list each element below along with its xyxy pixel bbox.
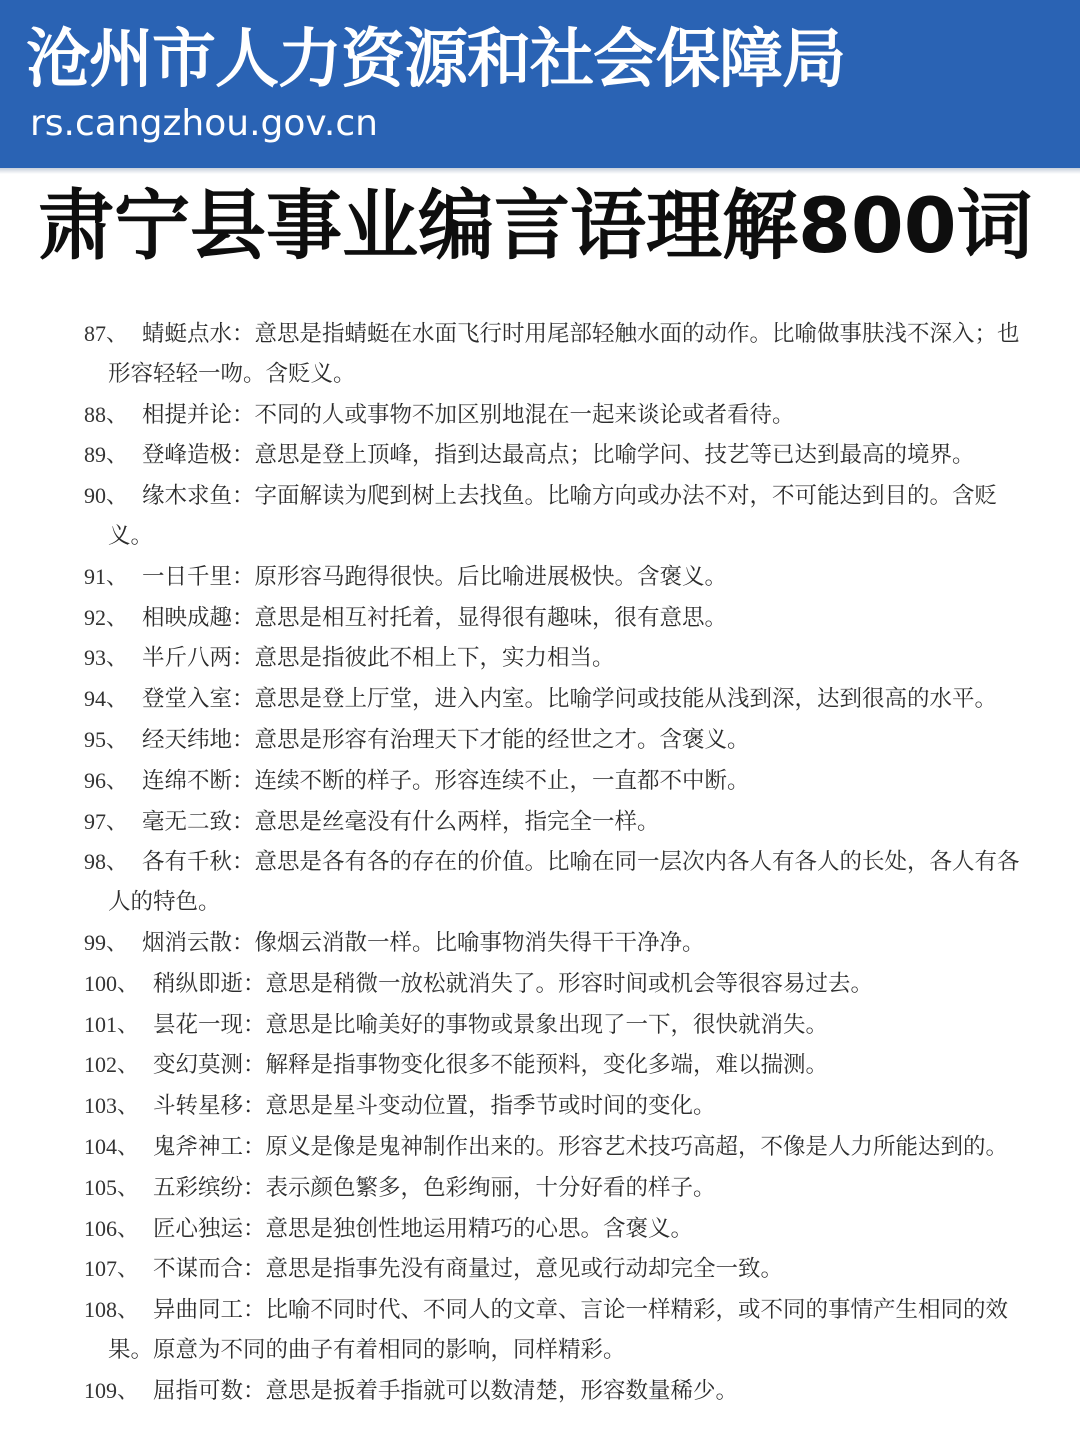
entry-term: 一日千里： bbox=[142, 563, 255, 590]
entry-definition: 像烟云消散一样。比喻事物消失得干干净净。 bbox=[254, 929, 705, 956]
entry-definition: 比喻不同时代、不同人的文章、言论一样精彩，或不同的事情产生相同的效果。原意为不同的曲子有着相同的影响，同样精彩。 bbox=[108, 1297, 1009, 1363]
header-banner bbox=[0, 0, 1080, 168]
entry-number: 104、 bbox=[84, 1133, 140, 1159]
entry-number: 96、 bbox=[84, 767, 129, 793]
entry-term: 烟消云散： bbox=[142, 929, 255, 956]
list-item bbox=[84, 638, 1024, 679]
list-item bbox=[84, 314, 1024, 395]
entry-definition: 原形容马跑得很快。后比喻进展极快。含褒义。 bbox=[254, 563, 728, 590]
list-item bbox=[84, 1127, 1024, 1168]
entry-number: 101、 bbox=[84, 1011, 140, 1037]
entry-number: 88、 bbox=[84, 401, 129, 427]
entry-definition: 意思是登上顶峰，指到达最高点；比喻学问、技艺等已达到最高的境界。 bbox=[254, 442, 975, 469]
entry-number: 97、 bbox=[84, 808, 129, 834]
entry-term: 异曲同工： bbox=[153, 1297, 266, 1324]
entry-number: 89、 bbox=[84, 442, 129, 468]
entry-term: 缘木求鱼： bbox=[142, 483, 255, 510]
entry-number: 100、 bbox=[84, 970, 140, 996]
entry-number: 103、 bbox=[84, 1093, 140, 1119]
entry-definition: 意思是独创性地运用精巧的心思。含褒义。 bbox=[265, 1215, 694, 1242]
entry-number: 102、 bbox=[84, 1052, 140, 1078]
entry-number: 105、 bbox=[84, 1174, 140, 1200]
entry-term: 相映成趣： bbox=[142, 604, 255, 631]
entry-definition: 意思是指事先没有商量过，意见或行动却完全一致。 bbox=[265, 1256, 784, 1283]
entry-number: 108、 bbox=[84, 1297, 140, 1323]
list-item bbox=[84, 761, 1024, 802]
list-item bbox=[84, 1290, 1024, 1371]
entry-definition: 意思是形容有治理天下才能的经世之才。含褒义。 bbox=[254, 726, 750, 753]
entry-term: 变幻莫测： bbox=[153, 1052, 266, 1079]
list-item bbox=[84, 1086, 1024, 1127]
list-item bbox=[84, 1209, 1024, 1250]
list-item bbox=[84, 395, 1024, 436]
entry-number: 94、 bbox=[84, 686, 129, 712]
entry-term: 毫无二致： bbox=[142, 808, 255, 835]
entry-definition: 字面解读为爬到树上去找鱼。比喻方向或办法不对，不可能达到目的。含贬义。 bbox=[108, 483, 998, 549]
entry-number: 87、 bbox=[84, 321, 129, 346]
entry-term: 各有千秋： bbox=[142, 849, 255, 876]
list-item bbox=[84, 598, 1024, 639]
entry-definition: 意思是相互衬托着，显得很有趣味，很有意思。 bbox=[254, 604, 728, 631]
entry-definition: 意思是登上厅堂，进入内室。比喻学问或技能从浅到深，达到很高的水平。 bbox=[254, 686, 998, 713]
list-item bbox=[84, 1168, 1024, 1209]
entry-number: 106、 bbox=[84, 1215, 140, 1241]
entry-number: 98、 bbox=[84, 849, 129, 875]
entry-term: 鬼斧神工： bbox=[153, 1133, 266, 1160]
entry-term: 稍纵即逝： bbox=[153, 970, 266, 997]
entry-definition: 意思是指蜻蜓在水面飞行时用尾部轻触水面的动作。比喻做事肤浅不深入；也形容轻轻一吻。含贬义。 bbox=[108, 321, 1020, 387]
entry-term: 登堂入室： bbox=[142, 686, 255, 713]
entry-number: 91、 bbox=[84, 563, 129, 589]
entry-definition: 解释是指事物变化很多不能预料，变化多端，难以揣测。 bbox=[265, 1052, 829, 1079]
entry-definition: 意思是各有各的存在的价值。比喻在同一层次内各人有各人的长处，各人有各人的特色。 bbox=[108, 849, 1020, 916]
list-item bbox=[84, 476, 1024, 557]
entry-definition: 意思是扳着手指就可以数清楚，形容数量稀少。 bbox=[265, 1377, 739, 1404]
entry-term: 相提并论： bbox=[142, 401, 255, 428]
list-item bbox=[84, 1371, 1024, 1412]
entry-definition: 意思是稍微一放松就消失了。形容时间或机会等很容易过去。 bbox=[265, 970, 874, 997]
entry-term: 不谋而合： bbox=[153, 1256, 266, 1283]
banner-divider bbox=[0, 168, 1080, 174]
entry-definition: 意思是指彼此不相上下，实力相当。 bbox=[254, 645, 615, 672]
entry-definition: 原义是像是鬼神制作出来的。形容艺术技巧高超，不像是人力所能达到的。 bbox=[265, 1133, 1009, 1160]
entry-term: 昙花一现： bbox=[153, 1011, 266, 1038]
entry-term: 连绵不断： bbox=[142, 767, 255, 794]
entry-definition: 表示颜色繁多，色彩绚丽，十分好看的样子。 bbox=[265, 1174, 716, 1201]
entry-definition: 意思是丝毫没有什么两样，指完全一样。 bbox=[254, 808, 660, 835]
entry-definition: 意思是比喻美好的事物或景象出现了一下，很快就消失。 bbox=[265, 1011, 829, 1038]
list-item bbox=[84, 557, 1024, 598]
list-item bbox=[84, 964, 1024, 1005]
entry-term: 屈指可数： bbox=[153, 1377, 266, 1404]
entry-term: 斗转星移： bbox=[153, 1093, 266, 1120]
entry-definition: 连续不断的样子。形容连续不止，一直都不中断。 bbox=[254, 767, 750, 794]
document-title: 肃宁县事业编言语理解800词 bbox=[38, 181, 1033, 270]
list-item bbox=[84, 435, 1024, 476]
entry-term: 匠心独运： bbox=[153, 1215, 266, 1242]
org-name: 沧州市人力资源和社会保障局 bbox=[26, 23, 845, 97]
entry-definition: 不同的人或事物不加区别地混在一起来谈论或者看待。 bbox=[254, 401, 795, 428]
entry-number: 109、 bbox=[84, 1377, 140, 1403]
entry-term: 蜻蜓点水： bbox=[142, 321, 255, 347]
entry-number: 92、 bbox=[84, 604, 129, 630]
list-item bbox=[84, 923, 1024, 964]
list-item bbox=[84, 842, 1024, 923]
list-item bbox=[84, 802, 1024, 843]
entry-number: 93、 bbox=[84, 645, 129, 671]
list-item bbox=[84, 1005, 1024, 1046]
entry-term: 半斤八两： bbox=[142, 645, 255, 672]
entry-term: 经天纬地： bbox=[142, 726, 255, 753]
entry-term: 登峰造极： bbox=[142, 442, 255, 469]
list-item bbox=[84, 720, 1024, 761]
entry-term: 五彩缤纷： bbox=[153, 1174, 266, 1201]
entry-list bbox=[84, 314, 1024, 1412]
entry-number: 90、 bbox=[84, 483, 129, 509]
entry-number: 95、 bbox=[84, 726, 129, 752]
list-item bbox=[84, 1045, 1024, 1086]
entry-number: 99、 bbox=[84, 929, 129, 955]
website-url: rs.cangzhou.gov.cn bbox=[30, 103, 378, 144]
list-item bbox=[84, 679, 1024, 720]
list-item bbox=[84, 1249, 1024, 1290]
entry-definition: 意思是星斗变动位置，指季节或时间的变化。 bbox=[265, 1093, 716, 1120]
entry-number: 107、 bbox=[84, 1256, 140, 1282]
